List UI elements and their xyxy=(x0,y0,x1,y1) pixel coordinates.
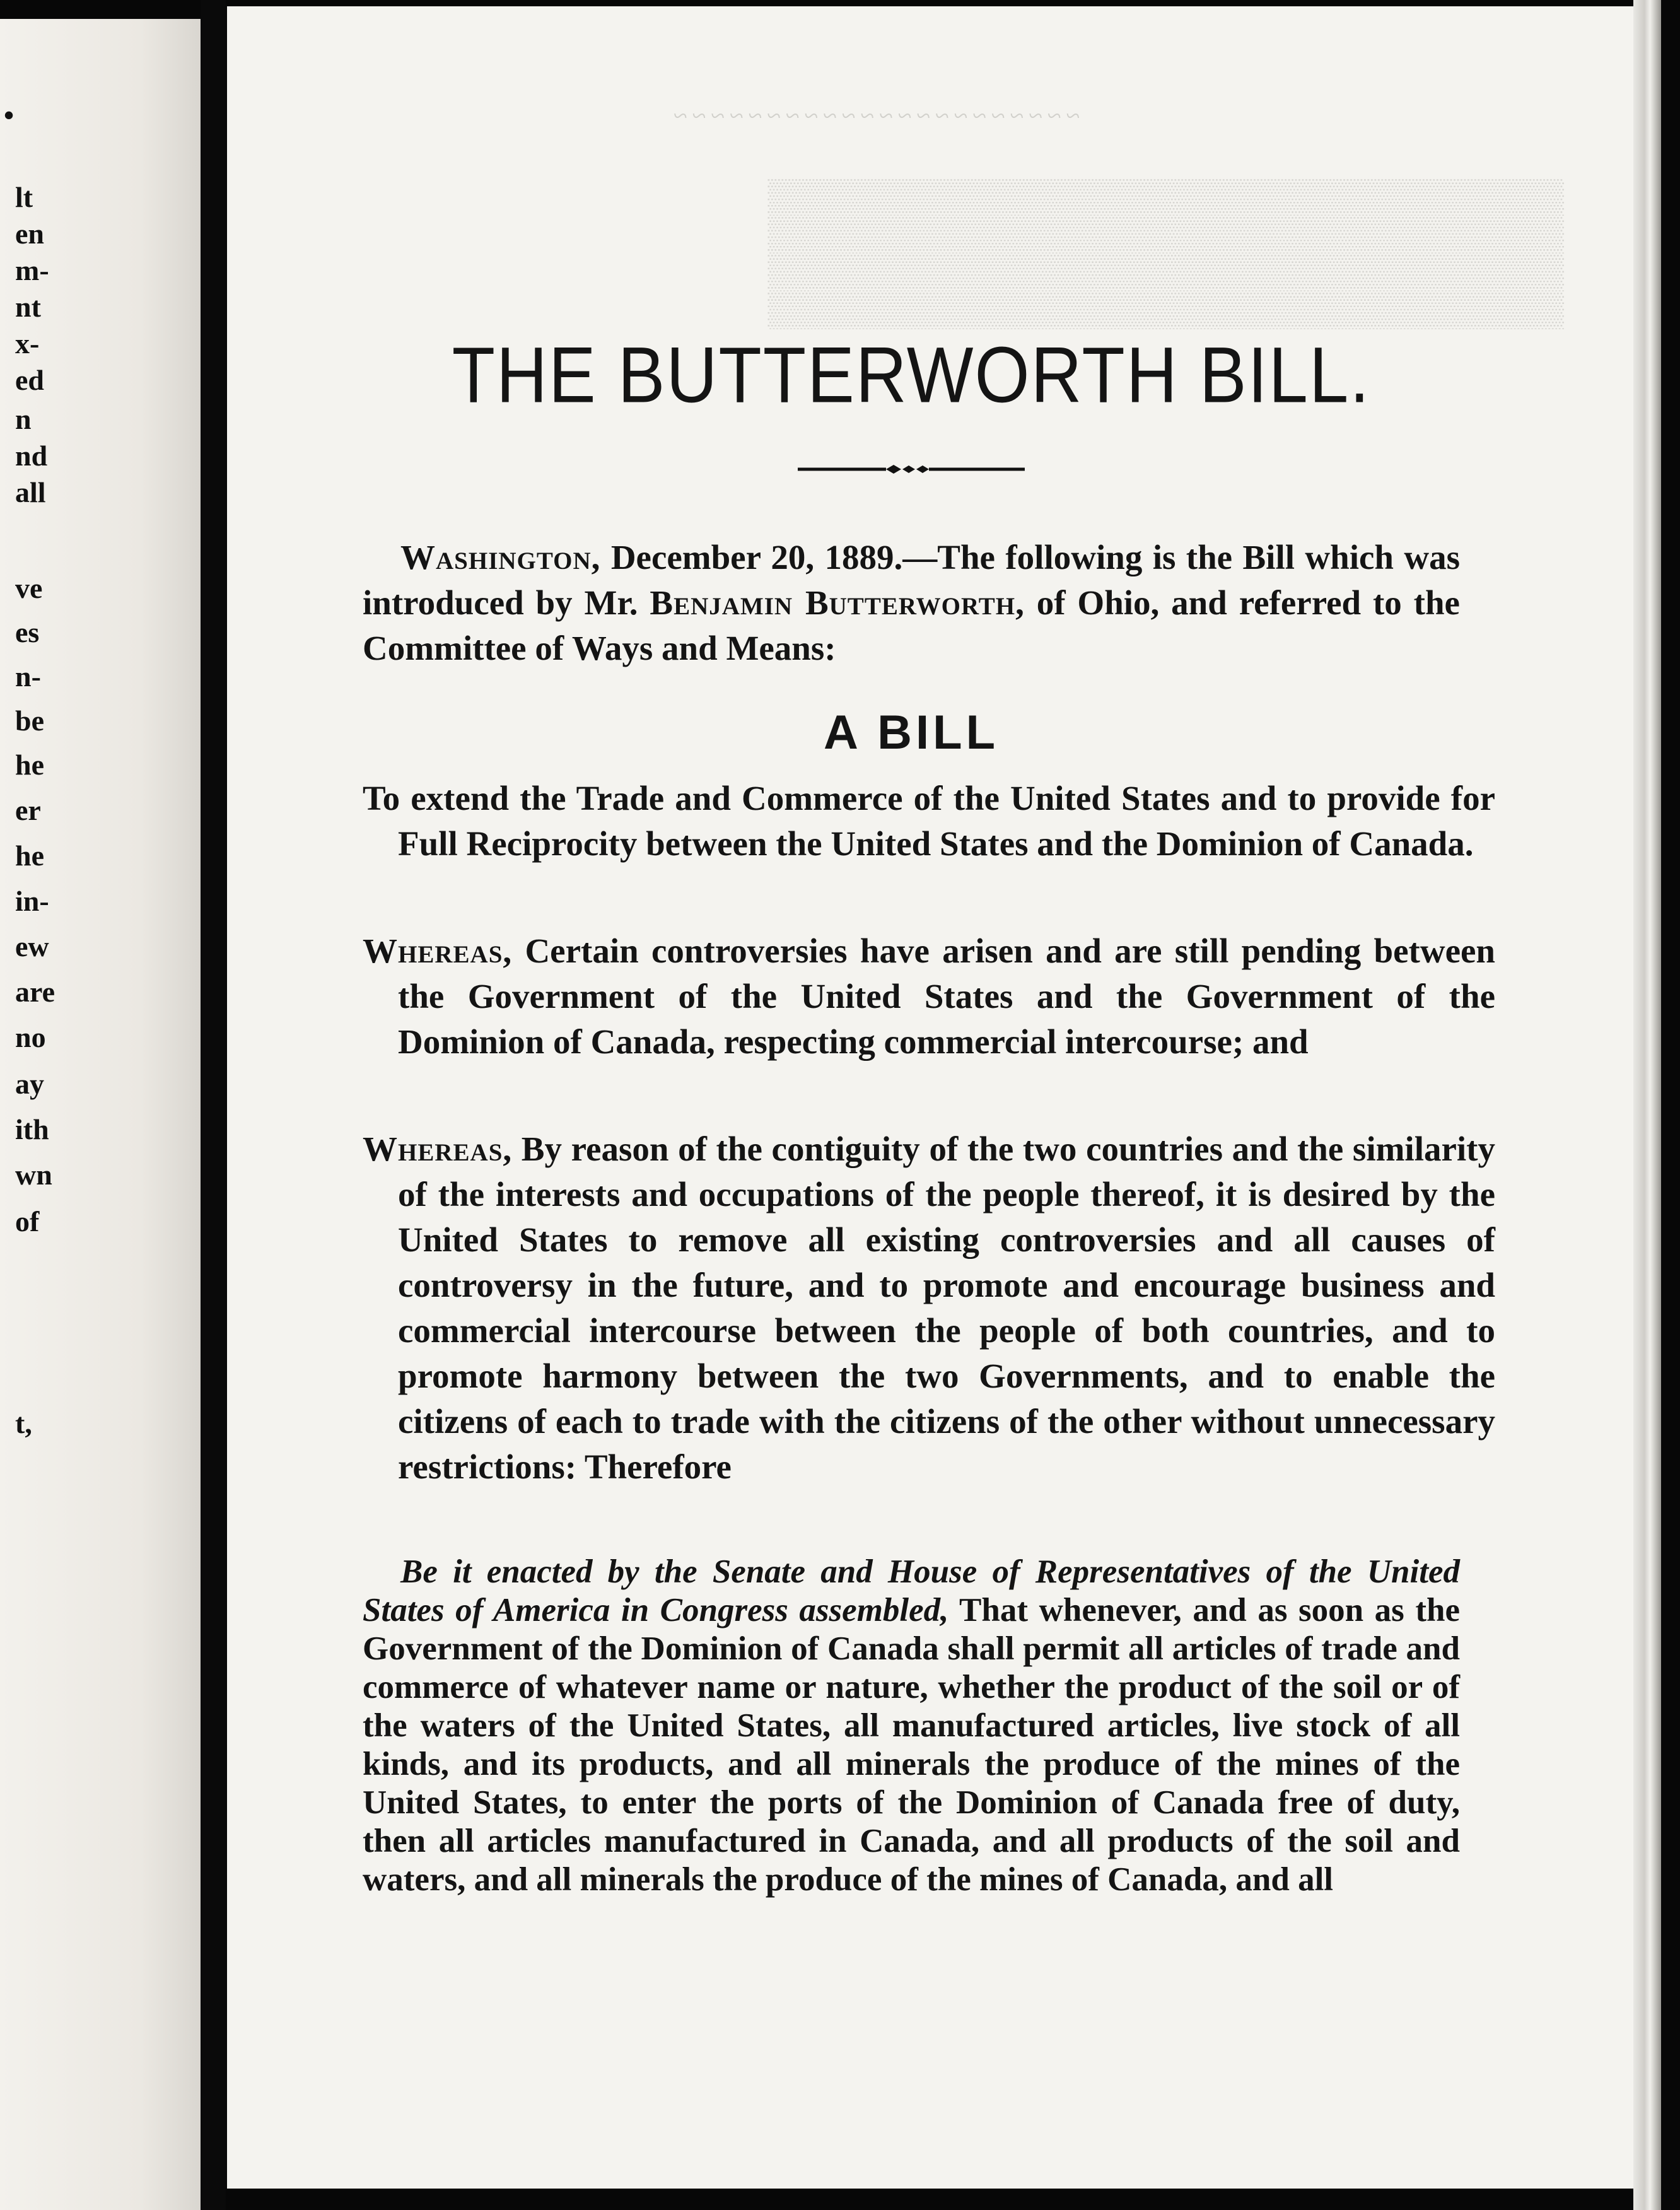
left-fragment: n- xyxy=(15,660,41,693)
left-fragment: no xyxy=(15,1021,46,1053)
left-fragment: are xyxy=(15,976,55,1008)
show-through-running-head: ~~~~~~~~~~~~~~~~~~~~~~ xyxy=(668,102,1080,130)
dateline-end: of Ohio, and referred to the Committee of Ways and Means: xyxy=(363,583,1460,667)
show-through-text: ▒▒▒▒▒▒▒▒▒▒▒▒▒▒▒▒▒▒▒▒▒▒▒▒▒▒▒▒▒▒▒▒▒ xyxy=(767,177,1564,215)
whereas-word: Whereas, xyxy=(363,932,513,970)
left-fragment: he xyxy=(15,749,44,781)
document-title: THE BUTTERWORTH BILL. xyxy=(452,330,1371,419)
left-fragment: en xyxy=(15,218,44,250)
page-stack-edge xyxy=(1633,0,1661,2210)
dateline-place: Washington, xyxy=(400,538,601,576)
left-fragment: nt xyxy=(15,291,41,323)
left-fragment: all xyxy=(15,476,46,508)
whereas-text: By reason of the contiguity of the two countries and the similarity of the interests and occupations of the people thereof, it is desired by the United States to remove all existing controversies and all causes of controversy in the future, and to promote and encourage business and commercial intercourse between the people of both countries, and to promote harmony between the two Governments, and to enable the citizens of each to trade with the citizens of the other without unnecessary restrictions: Therefore xyxy=(398,1130,1495,1486)
left-fragment: ay xyxy=(15,1068,44,1100)
left-fragment: • xyxy=(4,99,15,131)
left-fragment: es xyxy=(15,616,40,648)
dateline-text: December 20, 1889.—The following is the Bill which was introduced by Mr. xyxy=(363,538,1460,622)
title-ornament-rule xyxy=(798,463,1025,476)
left-fragment: be xyxy=(15,705,44,737)
left-fragment: in- xyxy=(15,885,49,917)
left-fragment: wn xyxy=(15,1159,52,1191)
enacting-text: That whenever, and as soon as the Government of the Dominion of Canada shall permit all articles of trade and commerce of whatever name or nature, whether the product of the soil or of the waters of the United States, all manufactured articles, live stock of all kinds, and its products, and all minerals the produce of the mines of the United States, to enter the ports of the Dominion of Canada free of duty, then all articles manufactured in Canada, and all products of the soil and waters, and all minerals the produce of the mines of Canada, and all xyxy=(363,1592,1460,1898)
left-fragment: x- xyxy=(15,327,40,360)
left-fragment: t, xyxy=(15,1407,32,1439)
left-fragment: lt xyxy=(15,181,33,213)
whereas-clause-2 xyxy=(363,1126,1495,1490)
enacting-clause xyxy=(363,1553,1460,1899)
left-fragment: er xyxy=(15,794,41,826)
left-fragment: ew xyxy=(15,930,49,962)
show-through-text: ▒▒▒▒▒▒▒▒▒▒▒▒▒▒▒▒▒▒▒▒▒▒▒▒▒▒▒▒▒▒▒▒▒ xyxy=(767,291,1564,329)
whereas-clause-1 xyxy=(363,928,1495,1065)
left-fragment: ed xyxy=(15,364,44,396)
left-fragment: ith xyxy=(15,1113,49,1145)
left-fragment: he xyxy=(15,839,44,872)
book-gutter xyxy=(201,0,226,2210)
left-fragment: ve xyxy=(15,572,43,604)
show-through-text: ▒▒▒▒▒▒▒▒▒▒▒▒▒▒▒▒▒▒▒▒▒▒▒▒▒▒▒▒▒▒▒▒▒ xyxy=(767,253,1564,291)
whereas-word: Whereas, xyxy=(363,1130,513,1168)
dateline-paragraph xyxy=(363,535,1460,671)
enacting-formula: Be it enacted by the Senate and House of Representatives of the United States of America in Congress assembled, xyxy=(363,1553,1460,1628)
sponsor-name: Benjamin Butterworth, xyxy=(650,583,1025,622)
left-fragment: m- xyxy=(15,254,49,286)
left-fragment: of xyxy=(15,1205,40,1237)
bill-heading: A BILL xyxy=(823,706,1000,759)
show-through-text: ▒▒▒▒▒▒▒▒▒▒▒▒▒▒▒▒▒▒▒▒▒▒▒▒▒▒▒▒▒▒▒▒▒ xyxy=(767,215,1564,253)
left-fragment: nd xyxy=(15,440,48,472)
page xyxy=(227,6,1633,2189)
facing-page-edge xyxy=(0,19,201,2210)
whereas-text: Certain controversies have arisen and are still pending between the Government of the United States and the Government of the Dominion of Canada, respecting commercial intercourse; and xyxy=(398,932,1495,1061)
bill-purpose: To extend the Trade and Commerce of the United States and to provide for Full Reciprocity between the United States and the Dominion of Canada. xyxy=(363,779,1495,863)
left-fragment: n xyxy=(15,403,32,435)
